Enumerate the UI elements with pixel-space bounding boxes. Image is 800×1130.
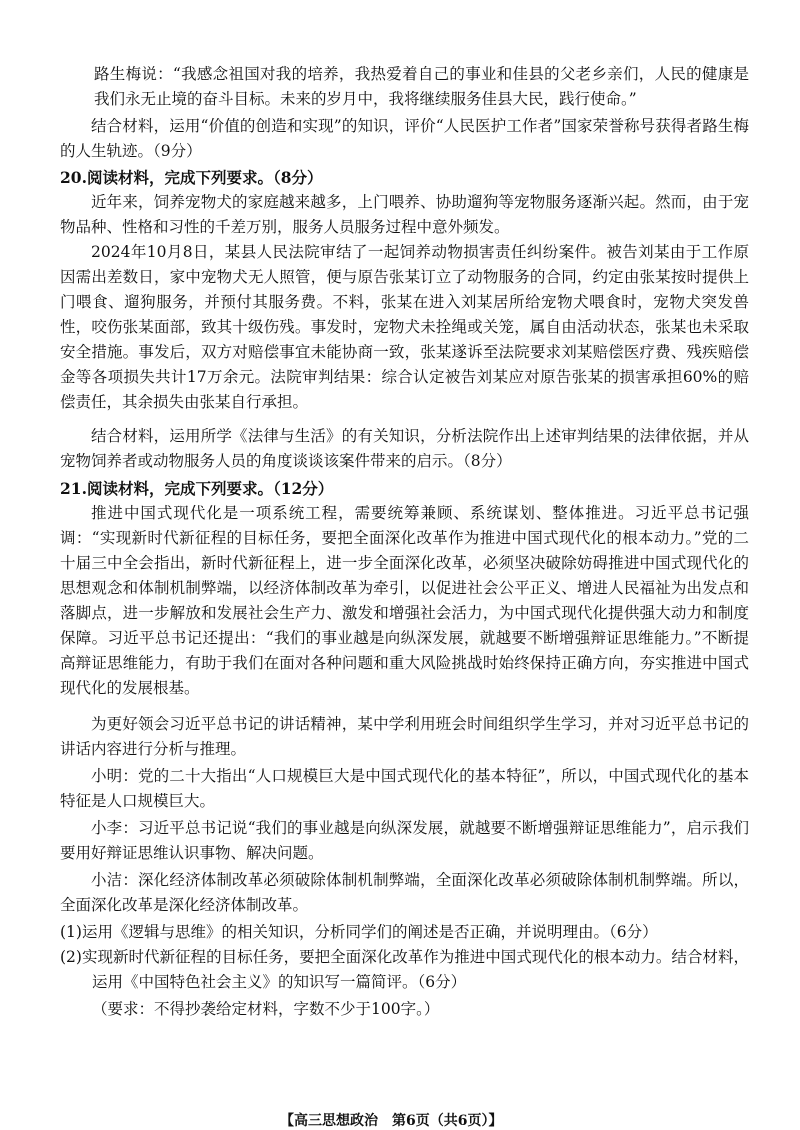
question-20-heading: 20.阅读材料，完成下列要求。（8分）: [60, 168, 323, 187]
student-xiaojie-statement: 小洁：深化经济体制改革必须破除体制机制弊端，全面深化改革必须破除体制机制弊端。所以，全面深化改革是深化经济体制改革。: [60, 871, 749, 914]
question-21-class-activity: 为更好领会习近平总书记的讲话精神，某中学利用班会时间组织学生学习，并对习近平总书记的讲话内容进行分析与推理。: [60, 715, 749, 758]
student-xiaoli-statement: 小李：习近平总书记说“我们的事业越是向纵深发展，就越要不断增强辩证思维能力”，启示我们要用好辩证思维认识事物、解决问题。: [60, 819, 749, 862]
question-21-part-1: (1)运用《逻辑与思维》的相关知识，分析同学们的阐述是否正确，并说明理由。（6分）: [60, 923, 658, 941]
student-xiaoming-statement: 小明：党的二十大指出“人口规模巨大是中国式现代化的基本特征”，所以，中国式现代化的基本特征是人口规模巨大。: [60, 767, 749, 810]
question-21-part-2: (2)实现新时代新征程的目标任务，要把全面深化改革作为推进中国式现代化的根本动力。结合材料，运用《中国特色社会主义》的知识写一篇简评。（6分）: [60, 948, 749, 991]
question-20-material-case: 2024年10月8日，某县人民法院审结了一起饲养动物损害责任纠纷案件。被告刘某由于工作原因需出差数日，家中宠物犬无人照管，便与原告张某订立了动物服务的合同，约定由张某按时提供上门喂食、遛狗服务，并预付其服务费。不料，张某在进入刘某居所给宠物犬喂食时，宠物犬突发兽性，咬伤张某面部，致其十级伤残。事发时，宠物犬未拴绳或关笼，属自由活动状态，张某也未采取安全措施。事发后，双方对赔偿事宜未能协商一致，张某遂诉至法院要求刘某赔偿医疗费、残疾赔偿金等各项损失共计17万余元。法院审判结果：综合认定被告刘某应对原告张某的损害承担60%的赔偿责任，其余损失由张某自行承担。: [60, 243, 749, 411]
material-quote-lu-shengmei: 路生梅说：“我感念祖国对我的培养，我热爱着自己的事业和佳县的父老乡亲们，人民的健康是我们永无止境的奋斗目标。未来的岁月中，我将继续服务佳县大民，践行使命。”: [94, 65, 749, 108]
question-21-heading: 21.阅读材料，完成下列要求。（12分）: [60, 479, 334, 498]
question-21-requirement: （要求：不得抄袭给定材料，字数不少于100字。）: [92, 1000, 440, 1018]
question-20-task: 结合材料，运用所学《法律与生活》的有关知识，分析法院作出上述审判结果的法律依据，并从宠物饲养者或动物服务人员的角度谈谈该案件带来的启示。（8分）: [60, 427, 749, 470]
page-footer: 【高三思想政治 第6页（共6页）】: [280, 1113, 503, 1129]
question-19-task: 结合材料，运用“价值的创造和实现”的知识，评价“人民医护工作者”国家荣誉称号获得者路生梅的人生轨迹。（9分）: [60, 117, 749, 160]
question-21-material: 推进中国式现代化是一项系统工程，需要统筹兼顾、系统谋划、整体推进。习近平总书记强调：“实现新时代新征程的目标任务，要把全面深化改革作为推进中国式现代化的根本动力。”党的二十届三中全会指出，新时代新征程上，进一步全面深化改革，必须坚决破除妨碍推进中国式现代化的思想观念和体制机制弊端，以经济体制改革为牵引，以促进社会公平正义、增进人民福祉为出发点和落脚点，进一步解放和发展社会生产力、激发和增强社会活力，为中国式现代化提供强大动力和制度保障。习近平总书记还提出：“我们的事业越是向纵深发展，就越要不断增强辩证思维能力。”不断提高辩证思维能力，有助于我们在面对各种问题和重大风险挑战时始终保持正确方向，夯实推进中国式现代化的发展根基。: [60, 504, 749, 697]
question-20-material-intro: 近年来，饲养宠物犬的家庭越来越多，上门喂养、协助遛狗等宠物服务逐渐兴起。然而，由于宠物品种、性格和习性的千差万别，服务人员服务过程中意外频发。: [60, 193, 749, 236]
